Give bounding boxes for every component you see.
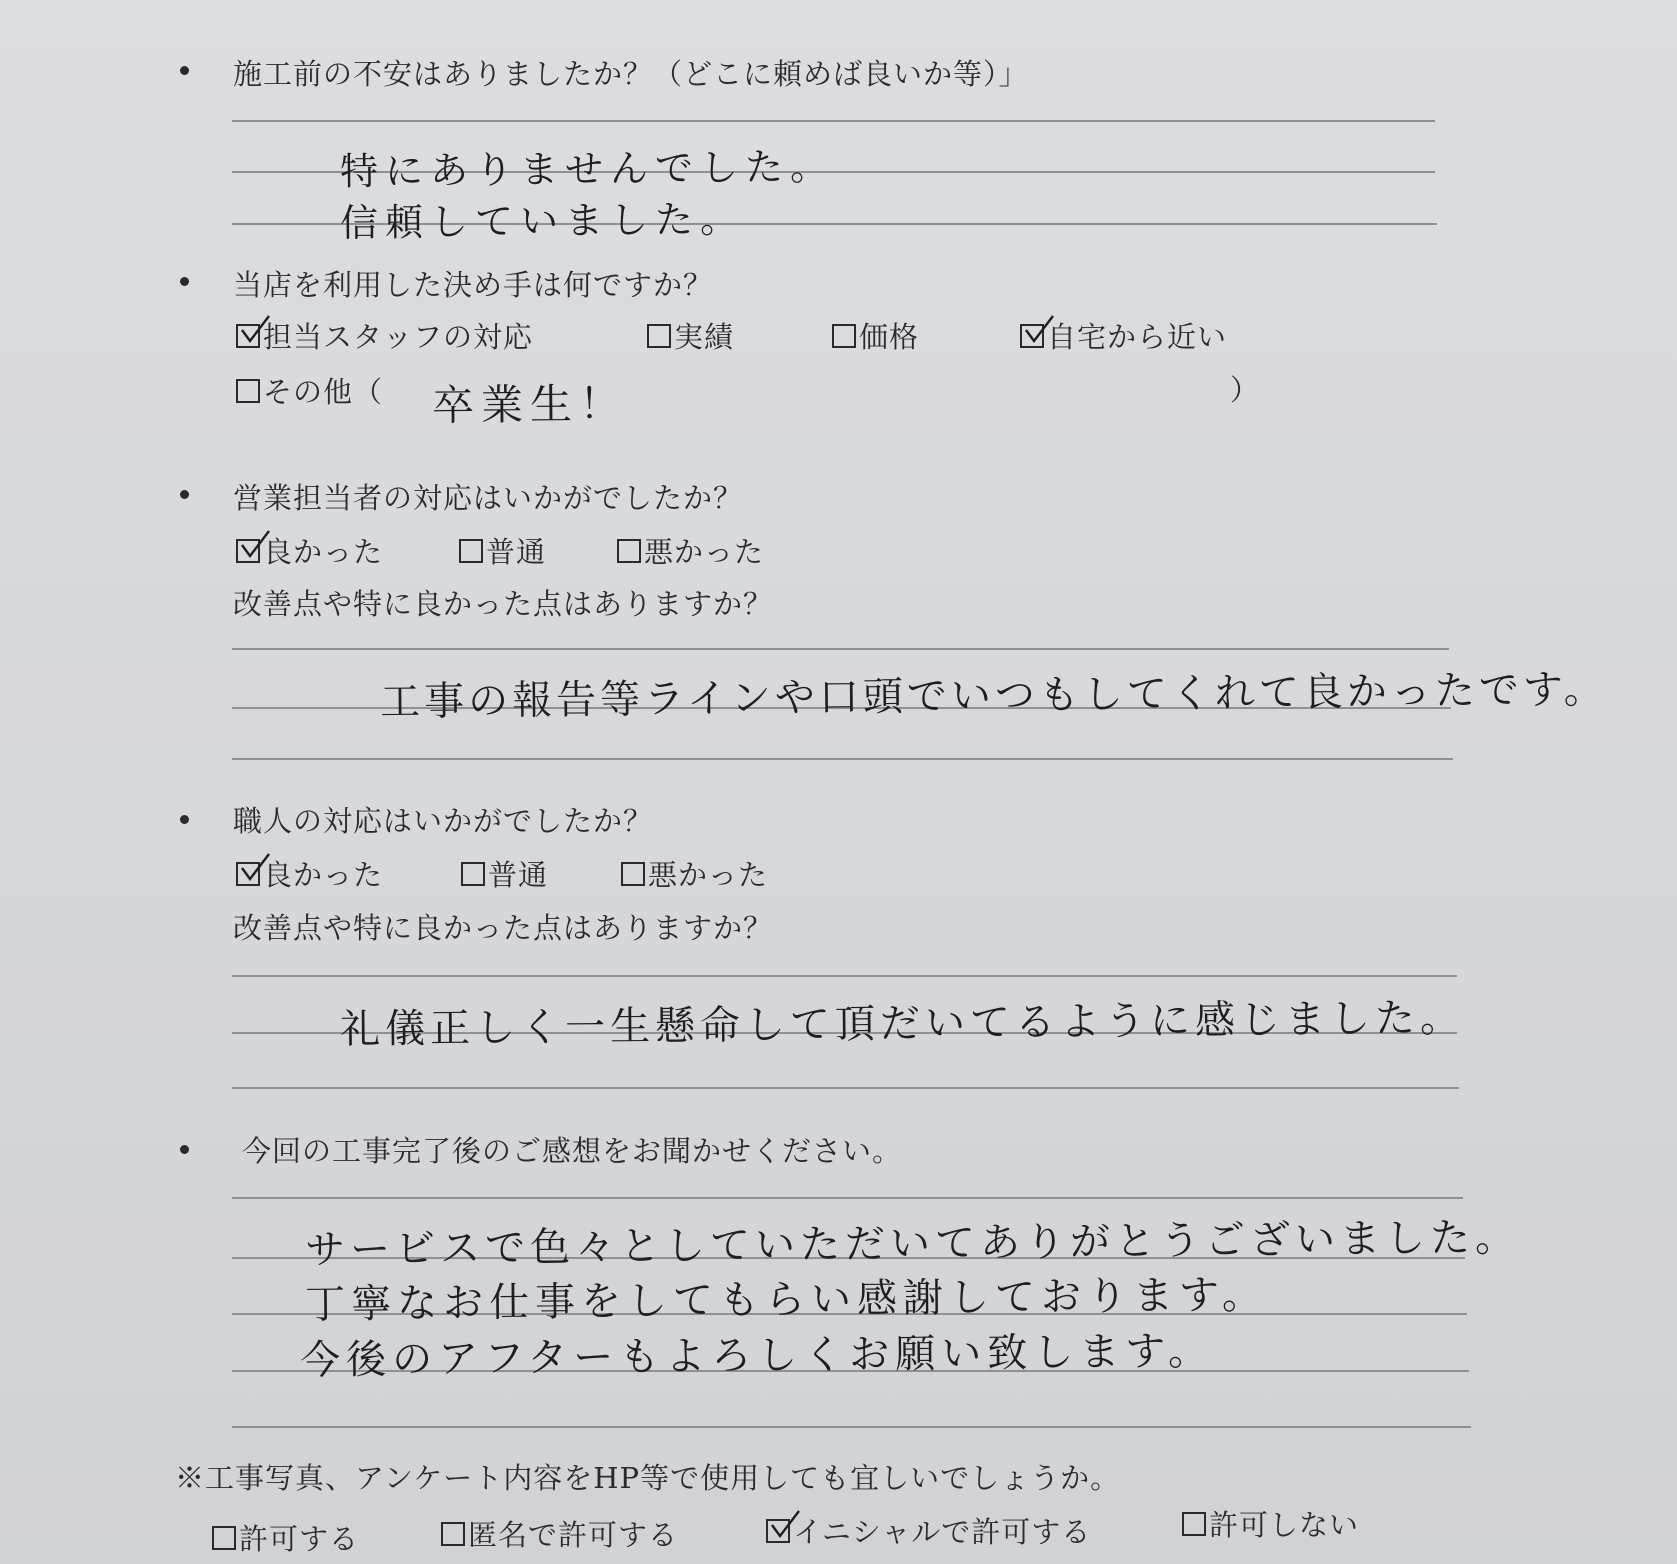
checkbox-unchecked[interactable] [441, 1522, 465, 1546]
option-other[interactable] [236, 370, 383, 411]
option-permit[interactable] [212, 1517, 359, 1558]
checkbox-checked[interactable] [236, 324, 260, 348]
option-label: 許可しない [1209, 1508, 1360, 1542]
bullet-q3 [180, 490, 189, 499]
handwritten-answer-q5-line1: サービスで色々としていただいてありがとうございました。 [304, 1214, 1521, 1274]
other-close-paren: ） [1230, 373, 1261, 407]
option-label: 価格 [859, 320, 920, 354]
option-good[interactable] [236, 530, 383, 571]
checkbox-checked[interactable] [1020, 324, 1044, 348]
handwritten-answer-q4: 礼儀正しく一生懸命して頂だいてるように感じました。 [339, 995, 1466, 1053]
option-good[interactable] [236, 853, 383, 894]
option-bad[interactable] [617, 530, 764, 571]
check-mark-icon [1023, 314, 1057, 348]
handwritten-answer-q5-line3: 今後のアフターもよろしくお願い致します。 [299, 1328, 1215, 1384]
bullet-q5 [180, 1145, 189, 1154]
answer-rule [232, 1426, 1471, 1428]
answer-rule [232, 1087, 1459, 1089]
answer-rule [232, 1197, 1463, 1199]
option-track-record[interactable] [647, 315, 734, 356]
option-permit-anonymous[interactable] [441, 1513, 678, 1554]
option-normal[interactable] [461, 853, 548, 894]
answer-rule [232, 758, 1453, 760]
option-price[interactable] [832, 315, 919, 356]
checkbox-unchecked[interactable] [617, 539, 641, 563]
option-label: 自宅から近い [1047, 320, 1228, 354]
question-sales-staff: 営業担当者の対応はいかがでしたか？ [233, 481, 744, 515]
check-mark-icon [239, 529, 273, 563]
sub-question-improvements: 改善点や特に良かった点はありますか？ [233, 911, 774, 945]
option-normal[interactable] [459, 530, 546, 571]
check-mark-icon [239, 852, 273, 886]
checkbox-checked[interactable] [236, 862, 260, 886]
option-do-not-permit[interactable] [1182, 1503, 1359, 1544]
option-label: 普通 [488, 858, 549, 892]
checkbox-checked[interactable] [766, 1519, 790, 1543]
checkbox-unchecked[interactable] [459, 539, 483, 563]
option-bad[interactable] [621, 853, 768, 894]
handwritten-other-value: 卒業生！ [431, 378, 629, 431]
bullet-q2 [180, 277, 189, 286]
option-label: 普通 [486, 535, 547, 569]
question-impressions: 今回の工事完了後のご感想をお聞かせください。 [242, 1134, 903, 1168]
handwritten-answer-q1-line1: 特にありませんでした。 [339, 144, 836, 194]
option-near-home[interactable] [1020, 315, 1227, 356]
option-label: 悪かった [648, 858, 769, 892]
question-craftsmen: 職人の対応はいかがでしたか？ [233, 804, 654, 838]
checkbox-checked[interactable] [236, 539, 260, 563]
option-staff-response[interactable] [236, 315, 533, 356]
answer-rule [232, 120, 1435, 122]
check-mark-icon [239, 314, 273, 348]
option-label: 担当スタッフの対応 [263, 320, 534, 354]
handwritten-answer-q1-line2: 信頼していました。 [339, 196, 746, 246]
answer-rule [232, 975, 1457, 977]
checkbox-unchecked[interactable] [212, 1526, 236, 1550]
option-label: イニシャルで許可する [793, 1515, 1092, 1549]
handwritten-answer-q5-line2: 丁寧なお仕事をしてもらい感謝しております。 [304, 1271, 1269, 1329]
bullet-q1 [180, 66, 189, 75]
option-label: 良かった [263, 858, 384, 892]
checkbox-unchecked[interactable] [621, 862, 645, 886]
checkbox-unchecked[interactable] [832, 324, 856, 348]
option-label: 良かった [263, 535, 384, 569]
question-photo-permission: ※工事写真、アンケート内容をHP等で使用しても宜しいでしょうか。 [175, 1461, 1121, 1495]
option-label: 悪かった [644, 535, 765, 569]
bullet-q4 [180, 815, 189, 824]
question-before-construction: 施工前の不安はありましたか？（どこに頼めば良いか等）」 [233, 57, 1029, 91]
checkbox-unchecked[interactable] [647, 324, 671, 348]
option-permit-initials[interactable] [766, 1510, 1091, 1551]
checkbox-unchecked[interactable] [236, 379, 260, 403]
answer-rule [232, 648, 1449, 650]
option-label: 実績 [674, 320, 735, 354]
option-label: 許可する [239, 1522, 360, 1556]
checkbox-unchecked[interactable] [461, 862, 485, 886]
sub-question-improvements: 改善点や特に良かった点はありますか？ [233, 587, 774, 621]
question-deciding-factor: 当店を利用した決め手は何ですか？ [233, 268, 714, 302]
option-label: その他（ [263, 375, 384, 409]
option-label: 匿名で許可する [468, 1518, 679, 1552]
check-mark-icon [769, 1509, 803, 1543]
checkbox-unchecked[interactable] [1182, 1512, 1206, 1536]
handwritten-answer-q3: 工事の報告等ラインや口頭でいつもしてくれて良かったです。 [379, 666, 1608, 726]
